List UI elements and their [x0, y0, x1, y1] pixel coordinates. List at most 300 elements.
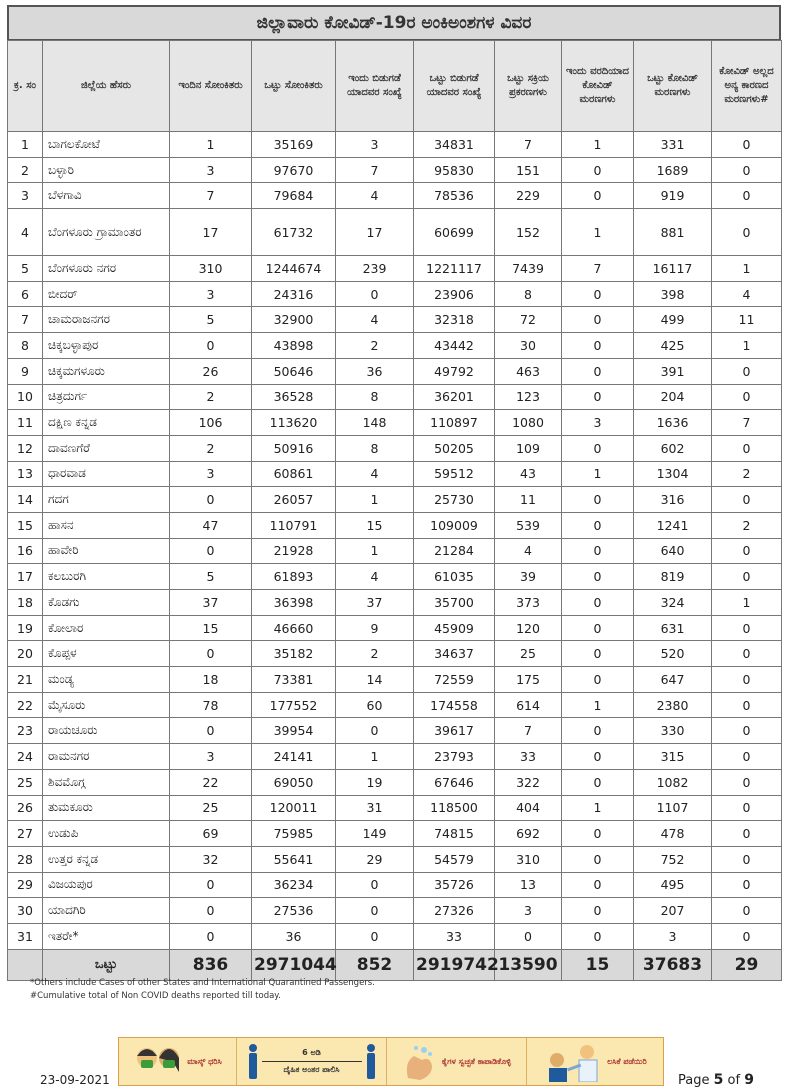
value-cell: 177552 [252, 692, 336, 718]
value-cell: 148 [336, 410, 414, 436]
district-name-cell: ಉಡುಪಿ [43, 821, 170, 847]
sl-cell: 14 [8, 487, 43, 513]
value-cell: 24141 [252, 744, 336, 770]
value-cell: 26057 [252, 487, 336, 513]
report-date: 23-09-2021 [40, 1073, 110, 1087]
value-cell: 4 [495, 538, 562, 564]
value-cell: 26 [170, 358, 252, 384]
sl-cell: 29 [8, 872, 43, 898]
vaccine-text: ಲಸಿಕೆ ಪಡೆಯಿರಿ [607, 1056, 647, 1066]
value-cell: 97670 [252, 157, 336, 183]
value-cell: 0 [495, 923, 562, 949]
sl-cell: 17 [8, 564, 43, 590]
value-cell: 174558 [414, 692, 495, 718]
table-row [8, 923, 782, 949]
table-row [8, 744, 782, 770]
value-cell: 0 [562, 641, 634, 667]
value-cell: 45909 [414, 615, 495, 641]
value-cell: 60 [336, 692, 414, 718]
table-row [8, 615, 782, 641]
value-cell: 316 [634, 487, 712, 513]
value-cell: 1 [562, 132, 634, 158]
page-prefix: Page [678, 1073, 710, 1088]
table-row [8, 384, 782, 410]
value-cell: 7 [495, 718, 562, 744]
total-cell: 852 [336, 949, 414, 980]
header-district: ಜಿಲ್ಲೆಯ ಹೆಸರು [43, 41, 170, 132]
value-cell: 2 [336, 641, 414, 667]
value-cell: 74815 [414, 821, 495, 847]
total-cell: 2919742 [414, 949, 495, 980]
value-cell: 1 [562, 209, 634, 256]
value-cell: 204 [634, 384, 712, 410]
value-cell: 0 [712, 358, 782, 384]
value-cell: 1 [336, 538, 414, 564]
value-cell: 36 [252, 923, 336, 949]
table-row [8, 512, 782, 538]
value-cell: 3 [495, 898, 562, 924]
value-cell: 69 [170, 821, 252, 847]
value-cell: 9 [336, 615, 414, 641]
value-cell: 0 [712, 132, 782, 158]
value-cell: 239 [336, 256, 414, 282]
value-cell: 315 [634, 744, 712, 770]
value-cell: 0 [562, 512, 634, 538]
table-row [8, 281, 782, 307]
value-cell: 110791 [252, 512, 336, 538]
value-cell: 106 [170, 410, 252, 436]
district-name-cell: ತುಮಕೂರು [43, 795, 170, 821]
value-cell: 1304 [634, 461, 712, 487]
value-cell: 478 [634, 821, 712, 847]
value-cell: 2 [712, 461, 782, 487]
value-cell: 2 [712, 512, 782, 538]
district-name-cell: ಉತ್ತರ ಕನ್ನಡ [43, 846, 170, 872]
value-cell: 3 [170, 744, 252, 770]
awareness-banner [118, 1037, 664, 1086]
value-cell: 520 [634, 641, 712, 667]
value-cell: 25730 [414, 487, 495, 513]
sl-cell: 26 [8, 795, 43, 821]
value-cell: 495 [634, 872, 712, 898]
district-name-cell: ಇತರೇ* [43, 923, 170, 949]
value-cell: 1 [562, 692, 634, 718]
value-cell: 0 [712, 718, 782, 744]
value-cell: 120011 [252, 795, 336, 821]
page-current: 5 [713, 1072, 724, 1088]
hand-wash-icon [402, 1042, 438, 1082]
header-today-deaths: ಇಂದು ವರದಿಯಾದ ಕೋವಿಡ್‌ ಮರಣಗಳು [562, 41, 634, 132]
value-cell: 0 [336, 923, 414, 949]
district-name-cell: ಚಿಕ್ಕಬಳ್ಳಾಪುರ [43, 333, 170, 359]
vaccination-icon [543, 1042, 603, 1082]
district-name-cell: ಬೆಂಗಳೂರು ನಗರ [43, 256, 170, 282]
sl-cell: 27 [8, 821, 43, 847]
value-cell: 0 [712, 795, 782, 821]
sl-cell: 25 [8, 769, 43, 795]
value-cell: 0 [712, 538, 782, 564]
value-cell: 1636 [634, 410, 712, 436]
value-cell: 23906 [414, 281, 495, 307]
value-cell: 7 [495, 132, 562, 158]
distance-value: 6 ಅಡಿ [302, 1048, 321, 1057]
total-row [8, 949, 782, 980]
header-non-covid-deaths: ಕೋವಿಡ್‌ ಅಲ್ಲದ ಅನ್ಯ ಕಾರಣದ ಮರಣಗಳು# [712, 41, 782, 132]
value-cell: 0 [562, 872, 634, 898]
value-cell: 752 [634, 846, 712, 872]
sl-cell: 24 [8, 744, 43, 770]
value-cell: 17 [336, 209, 414, 256]
district-name-cell: ಬಳ್ಳಾರಿ [43, 157, 170, 183]
value-cell: 152 [495, 209, 562, 256]
value-cell: 0 [562, 898, 634, 924]
value-cell: 79684 [252, 183, 336, 209]
sl-cell: 9 [8, 358, 43, 384]
value-cell: 8 [336, 384, 414, 410]
page-indicator [678, 1072, 754, 1088]
value-cell: 0 [170, 872, 252, 898]
value-cell: 15 [170, 615, 252, 641]
value-cell: 373 [495, 590, 562, 616]
value-cell: 2 [170, 435, 252, 461]
value-cell: 1 [336, 487, 414, 513]
value-cell: 21928 [252, 538, 336, 564]
value-cell: 17 [170, 209, 252, 256]
sl-cell: 31 [8, 923, 43, 949]
value-cell: 3 [170, 281, 252, 307]
value-cell: 49792 [414, 358, 495, 384]
value-cell: 55641 [252, 846, 336, 872]
value-cell: 0 [562, 718, 634, 744]
value-cell: 35169 [252, 132, 336, 158]
value-cell: 1221117 [414, 256, 495, 282]
sl-cell: 11 [8, 410, 43, 436]
value-cell: 30 [495, 333, 562, 359]
value-cell: 109 [495, 435, 562, 461]
value-cell: 0 [562, 538, 634, 564]
value-cell: 0 [336, 872, 414, 898]
value-cell: 310 [495, 846, 562, 872]
district-name-cell: ದಕ್ಷಿಣ ಕನ್ನಡ [43, 410, 170, 436]
value-cell: 7 [336, 157, 414, 183]
value-cell: 2 [336, 333, 414, 359]
value-cell: 32 [170, 846, 252, 872]
sl-cell: 10 [8, 384, 43, 410]
value-cell: 31 [336, 795, 414, 821]
value-cell: 0 [712, 744, 782, 770]
value-cell: 123 [495, 384, 562, 410]
value-cell: 8 [336, 435, 414, 461]
value-cell: 4 [712, 281, 782, 307]
value-cell: 61732 [252, 209, 336, 256]
value-cell: 0 [562, 281, 634, 307]
sl-cell: 7 [8, 307, 43, 333]
table-header-row [8, 41, 782, 132]
value-cell: 324 [634, 590, 712, 616]
value-cell: 29 [336, 846, 414, 872]
value-cell: 24316 [252, 281, 336, 307]
value-cell: 0 [170, 487, 252, 513]
value-cell: 0 [712, 872, 782, 898]
value-cell: 0 [336, 898, 414, 924]
value-cell: 11 [495, 487, 562, 513]
footnotes [30, 977, 375, 1003]
value-cell: 330 [634, 718, 712, 744]
table-row [8, 667, 782, 693]
value-cell: 32318 [414, 307, 495, 333]
value-cell: 23793 [414, 744, 495, 770]
value-cell: 7 [170, 183, 252, 209]
value-cell: 37 [336, 590, 414, 616]
value-cell: 0 [562, 435, 634, 461]
value-cell: 602 [634, 435, 712, 461]
value-cell: 59512 [414, 461, 495, 487]
value-cell: 0 [712, 667, 782, 693]
value-cell: 0 [712, 821, 782, 847]
page-total: 9 [744, 1072, 754, 1088]
value-cell: 43 [495, 461, 562, 487]
value-cell: 539 [495, 512, 562, 538]
value-cell: 0 [170, 923, 252, 949]
value-cell: 819 [634, 564, 712, 590]
sl-cell: 4 [8, 209, 43, 256]
value-cell: 0 [562, 744, 634, 770]
table-row [8, 564, 782, 590]
sl-cell: 13 [8, 461, 43, 487]
value-cell: 0 [336, 281, 414, 307]
sl-cell: 5 [8, 256, 43, 282]
value-cell: 404 [495, 795, 562, 821]
value-cell: 692 [495, 821, 562, 847]
footnote-others: *Others include Cases of other States and International Quarantined Passengers. [30, 978, 375, 988]
value-cell: 0 [562, 564, 634, 590]
value-cell: 398 [634, 281, 712, 307]
district-name-cell: ಕೊಪ್ಪಳ [43, 641, 170, 667]
value-cell: 33 [495, 744, 562, 770]
value-cell: 0 [712, 384, 782, 410]
value-cell: 78 [170, 692, 252, 718]
table-row [8, 872, 782, 898]
value-cell: 13 [495, 872, 562, 898]
sl-cell: 23 [8, 718, 43, 744]
district-name-cell: ಚಿತ್ರದುರ್ಗ [43, 384, 170, 410]
table-row [8, 692, 782, 718]
total-cell: 13590 [495, 949, 562, 980]
value-cell: 22 [170, 769, 252, 795]
value-cell: 1 [712, 256, 782, 282]
value-cell: 118500 [414, 795, 495, 821]
distance-box [262, 1048, 362, 1075]
value-cell: 0 [712, 898, 782, 924]
value-cell: 46660 [252, 615, 336, 641]
total-sl-cell [8, 949, 43, 980]
sl-cell: 16 [8, 538, 43, 564]
district-name-cell: ಯಾದಗಿರಿ [43, 898, 170, 924]
table-row [8, 183, 782, 209]
value-cell: 0 [562, 384, 634, 410]
value-cell: 61893 [252, 564, 336, 590]
table-row [8, 538, 782, 564]
header-today-discharged: ಇಂದು ಬಿಡುಗಡೆ ಯಾದವರ ಸಂಖ್ಯೆ [336, 41, 414, 132]
district-name-cell: ಗದಗ [43, 487, 170, 513]
header-sl: ಕ್ರ. ಸಂ [8, 41, 43, 132]
page-title: ಜಿಲ್ಲಾವಾರು ಕೋವಿಡ್‌-19ರ ಅಂಕಿಅಂಶಗಳ ವಿವರ [7, 5, 781, 41]
value-cell: 3 [170, 461, 252, 487]
table-row [8, 307, 782, 333]
sl-cell: 2 [8, 157, 43, 183]
value-cell: 0 [712, 615, 782, 641]
table-row [8, 898, 782, 924]
table-row [8, 461, 782, 487]
sl-cell: 8 [8, 333, 43, 359]
value-cell: 2380 [634, 692, 712, 718]
district-name-cell: ಚಾಮರಾಜನಗರ [43, 307, 170, 333]
value-cell: 16117 [634, 256, 712, 282]
total-label: ಒಟ್ಟು [43, 949, 170, 980]
value-cell: 109009 [414, 512, 495, 538]
mask-text: ಮಾಸ್ಕ್ ಧರಿಸಿ [187, 1056, 222, 1066]
value-cell: 0 [562, 333, 634, 359]
value-cell: 640 [634, 538, 712, 564]
table-row [8, 358, 782, 384]
value-cell: 4 [336, 461, 414, 487]
value-cell: 1080 [495, 410, 562, 436]
value-cell: 72 [495, 307, 562, 333]
value-cell: 1 [712, 333, 782, 359]
sl-cell: 20 [8, 641, 43, 667]
value-cell: 21284 [414, 538, 495, 564]
value-cell: 35182 [252, 641, 336, 667]
value-cell: 463 [495, 358, 562, 384]
value-cell: 1689 [634, 157, 712, 183]
district-name-cell: ಬೀದರ್ [43, 281, 170, 307]
district-name-cell: ಮೈಸೂರು [43, 692, 170, 718]
district-name-cell: ಚಿಕ್ಕಮಗಳೂರು [43, 358, 170, 384]
mask-segment [119, 1038, 237, 1085]
sl-cell: 22 [8, 692, 43, 718]
value-cell: 0 [712, 157, 782, 183]
value-cell: 113620 [252, 410, 336, 436]
table-row [8, 821, 782, 847]
value-cell: 7439 [495, 256, 562, 282]
value-cell: 25 [495, 641, 562, 667]
value-cell: 631 [634, 615, 712, 641]
total-cell: 37683 [634, 949, 712, 980]
header-total-positive: ಒಟ್ಟು ಸೋಂಕಿತರು [252, 41, 336, 132]
value-cell: 95830 [414, 157, 495, 183]
value-cell: 60699 [414, 209, 495, 256]
value-cell: 0 [562, 307, 634, 333]
value-cell: 73381 [252, 667, 336, 693]
district-name-cell: ಕೋಲಾರ [43, 615, 170, 641]
value-cell: 0 [170, 538, 252, 564]
value-cell: 647 [634, 667, 712, 693]
table-row [8, 333, 782, 359]
total-cell: 836 [170, 949, 252, 980]
value-cell: 1244674 [252, 256, 336, 282]
sl-cell: 18 [8, 590, 43, 616]
value-cell: 0 [336, 718, 414, 744]
value-cell: 39954 [252, 718, 336, 744]
value-cell: 0 [712, 923, 782, 949]
value-cell: 61035 [414, 564, 495, 590]
table-row [8, 718, 782, 744]
hygiene-segment [387, 1038, 527, 1085]
value-cell: 0 [712, 435, 782, 461]
total-cell: 2971044 [252, 949, 336, 980]
value-cell: 4 [336, 564, 414, 590]
value-cell: 919 [634, 183, 712, 209]
value-cell: 35700 [414, 590, 495, 616]
footnote-non-covid: #Cumulative total of Non COVID deaths reported till today. [30, 991, 281, 1001]
district-name-cell: ಕೊಡಗು [43, 590, 170, 616]
header-active: ಒಟ್ಟು ಸಕ್ರಿಯ ಪ್ರಕರಣಗಳು [495, 41, 562, 132]
value-cell: 36201 [414, 384, 495, 410]
value-cell: 120 [495, 615, 562, 641]
district-name-cell: ಹಾಸನ [43, 512, 170, 538]
value-cell: 1 [562, 795, 634, 821]
value-cell: 25 [170, 795, 252, 821]
value-cell: 54579 [414, 846, 495, 872]
value-cell: 0 [712, 209, 782, 256]
value-cell: 36234 [252, 872, 336, 898]
table-row [8, 209, 782, 256]
sl-cell: 28 [8, 846, 43, 872]
value-cell: 33 [414, 923, 495, 949]
table-row [8, 641, 782, 667]
district-name-cell: ಧಾರವಾಡ [43, 461, 170, 487]
header-total-deaths: ಒಟ್ಟು ಕೋವಿಡ್‌ ಮರಣಗಳು [634, 41, 712, 132]
value-cell: 7 [562, 256, 634, 282]
value-cell: 0 [170, 718, 252, 744]
value-cell: 0 [562, 667, 634, 693]
value-cell: 0 [170, 898, 252, 924]
value-cell: 1 [336, 744, 414, 770]
value-cell: 3 [170, 157, 252, 183]
table-row [8, 590, 782, 616]
value-cell: 27326 [414, 898, 495, 924]
sl-cell: 12 [8, 435, 43, 461]
value-cell: 36 [336, 358, 414, 384]
value-cell: 19 [336, 769, 414, 795]
value-cell: 34831 [414, 132, 495, 158]
value-cell: 0 [562, 615, 634, 641]
value-cell: 881 [634, 209, 712, 256]
value-cell: 34637 [414, 641, 495, 667]
value-cell: 1082 [634, 769, 712, 795]
value-cell: 1107 [634, 795, 712, 821]
district-name-cell: ಬೆಂಗಳೂರು ಗ್ರಾಮಾಂತರ [43, 209, 170, 256]
district-name-cell: ರಾಯಚೂರು [43, 718, 170, 744]
sl-cell: 19 [8, 615, 43, 641]
value-cell: 0 [170, 333, 252, 359]
value-cell: 0 [712, 846, 782, 872]
value-cell: 75985 [252, 821, 336, 847]
value-cell: 37 [170, 590, 252, 616]
table-body [8, 132, 782, 950]
value-cell: 18 [170, 667, 252, 693]
value-cell: 47 [170, 512, 252, 538]
value-cell: 36528 [252, 384, 336, 410]
value-cell: 27536 [252, 898, 336, 924]
header-today-positive: ಇಂದಿನ ಸೋಂಕಿತರು [170, 41, 252, 132]
value-cell: 43898 [252, 333, 336, 359]
value-cell: 0 [562, 157, 634, 183]
hygiene-text: ಕೈಗಳ ಸ್ವಚ್ಛತೆ ಕಾಪಾಡಿಕೊಳ್ಳಿ [441, 1056, 512, 1066]
value-cell: 15 [336, 512, 414, 538]
value-cell: 3 [336, 132, 414, 158]
district-name-cell: ಹಾವೇರಿ [43, 538, 170, 564]
